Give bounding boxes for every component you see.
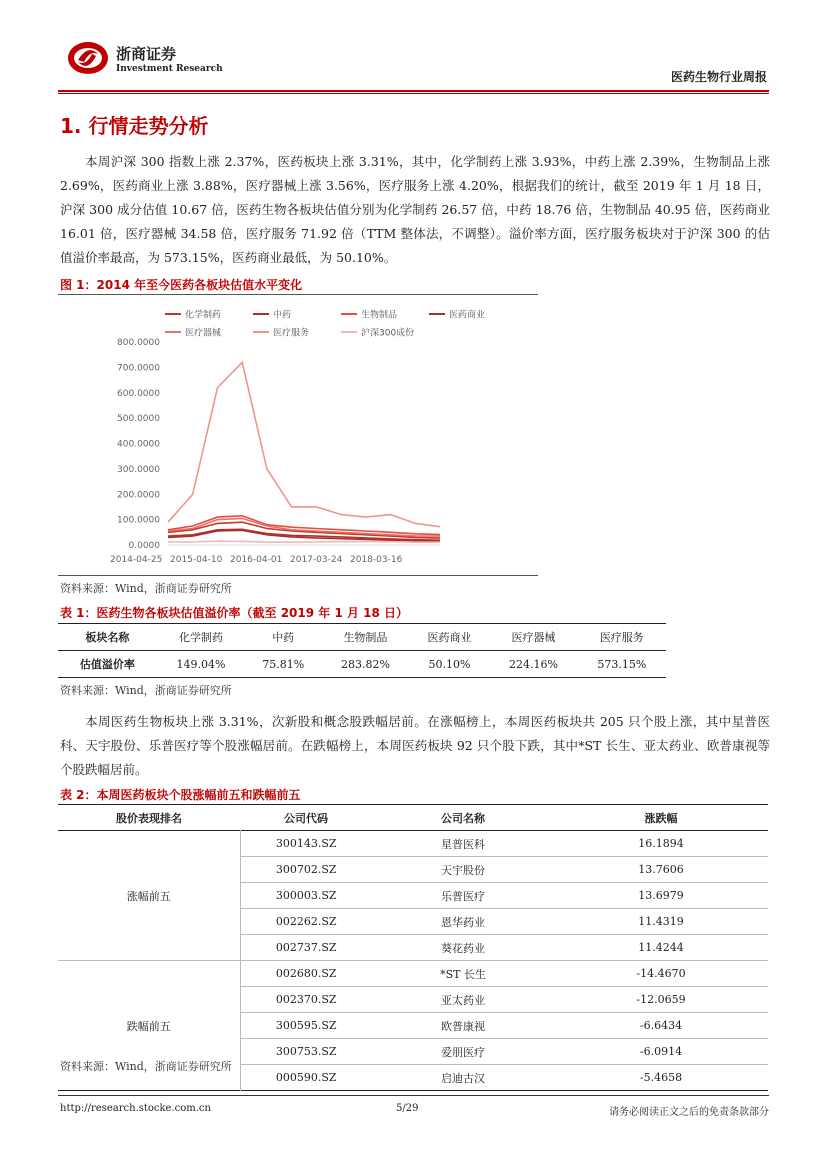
company-code: 002262.SZ: [275, 915, 337, 928]
change-pct: -12.0659: [636, 993, 686, 1006]
y-tick-label: 700.0000: [117, 363, 160, 374]
table1-header: 医药商业: [427, 631, 472, 644]
change-pct: 13.6979: [638, 889, 684, 902]
change-pct: -6.0914: [639, 1045, 683, 1058]
y-tick-label: 600.0000: [117, 388, 160, 399]
legend-label: 医药商业: [449, 310, 486, 321]
table2-header: 公司代码: [284, 811, 328, 825]
table1-header: 医疗服务: [599, 631, 644, 644]
legend-label: 医疗器械: [185, 328, 222, 339]
header-divider-thin: [58, 93, 769, 94]
table1-header: 板块名称: [85, 631, 130, 644]
company-name: 星普医科: [441, 837, 485, 851]
company-code: 300143.SZ: [275, 837, 337, 850]
company-name: 启迪古汉: [441, 1071, 485, 1085]
top-movers-table: [58, 804, 768, 1091]
y-tick-label: 200.0000: [117, 490, 160, 501]
series-line: [168, 362, 440, 526]
legend-label: 生物制品: [361, 310, 398, 321]
figure-caption-line: [58, 294, 538, 295]
company-code: 002737.SZ: [275, 941, 337, 954]
company-logo-icon: [66, 40, 110, 76]
table1-cell: 75.81%: [262, 657, 305, 671]
table1-source: 资料来源：Wind，浙商证券研究所: [60, 684, 232, 697]
table2-caption: 表 2：本周医药板块个股涨幅前五和跌幅前五: [60, 788, 301, 802]
report-title: 医药生物行业周报: [670, 70, 767, 84]
figure-caption: 图 1：2014 年至今医药各板块估值水平变化: [60, 278, 303, 292]
company-code: 002680.SZ: [275, 967, 337, 980]
change-pct: 13.7606: [638, 863, 684, 876]
change-pct: -14.4670: [636, 967, 686, 980]
page-number: 5/29: [396, 1103, 419, 1114]
y-tick-label: 300.0000: [117, 464, 160, 475]
footer-divider: [58, 1095, 769, 1096]
y-tick-label: 500.0000: [117, 414, 160, 425]
company-name: 乐普医疗: [441, 889, 485, 903]
table1-caption: 表 1：医药生物各板块估值溢价率（截至 2019 年 1 月 18 日）: [60, 606, 409, 620]
company-code: 300595.SZ: [275, 1019, 337, 1032]
table1-cell: 149.04%: [176, 657, 226, 671]
y-tick-label: 0.0000: [128, 541, 160, 551]
section-title: 1. 行情走势分析: [60, 114, 209, 138]
brand-subtitle: Investment Research: [116, 64, 223, 74]
table-row: [58, 831, 768, 857]
table1-cell: 283.82%: [340, 657, 390, 671]
company-code: 300702.SZ: [275, 863, 337, 876]
company-name: 恩华药业: [441, 915, 485, 929]
table2-source: 资料来源：Wind，浙商证券研究所: [60, 1060, 232, 1073]
legend-label: 中药: [273, 310, 292, 321]
x-tick-label: 2018-03-16: [350, 555, 403, 565]
company-code: 300753.SZ: [275, 1045, 337, 1058]
brand-name: 浙商证券: [116, 45, 177, 63]
valuation-line-chart: [110, 300, 486, 570]
y-tick-label: 100.0000: [117, 515, 160, 526]
figure-source: 资料来源：Wind，浙商证券研究所: [60, 582, 232, 595]
group-label: 跌幅前五: [58, 961, 240, 1091]
table1-cell: 50.10%: [428, 657, 471, 671]
change-pct: 11.4319: [638, 915, 684, 928]
legend-label: 沪深300成份: [361, 328, 415, 339]
header-divider: [58, 90, 769, 92]
change-pct: -5.4658: [639, 1071, 683, 1084]
table1-cell: 224.16%: [508, 657, 558, 671]
footer-disclaimer: 请务必阅读正文之后的免责条款部分: [609, 1107, 769, 1118]
x-tick-label: 2014-04-25: [110, 555, 163, 565]
figure-bottom-line: [58, 575, 538, 576]
company-name: 亚太药业: [441, 993, 485, 1007]
change-pct: 16.1894: [638, 837, 684, 850]
x-tick-label: 2016-04-01: [230, 555, 283, 565]
y-tick-label: 400.0000: [117, 439, 160, 450]
table1-header: 医疗器械: [511, 631, 556, 644]
footer-url[interactable]: http://research.stocke.com.cn: [60, 1103, 211, 1114]
x-tick-label: 2015-04-10: [170, 555, 223, 565]
company-code: 002370.SZ: [275, 993, 337, 1006]
change-pct: -6.6434: [639, 1019, 683, 1032]
table2-header: 公司名称: [441, 811, 485, 825]
table2-header: 涨跌幅: [644, 811, 678, 825]
x-tick-label: 2017-03-24: [290, 555, 343, 565]
valuation-premium-table: [58, 623, 666, 678]
group-label: 涨幅前五: [58, 831, 240, 961]
table-row: [58, 961, 768, 987]
company-name: 欧普康视: [441, 1019, 485, 1033]
paragraph-market: 本周沪深 300 指数上涨 2.37%，医药板块上涨 3.31%，其中，化学制药上涨 3.93%，中药上涨 2.39%，生物制品上涨 2.69%，医药商业上涨 3.88%，医疗器械上涨 3.56%，医疗服务上涨 4.20%，根据我们的统计，截至 2019 年 1 月 18 日，沪深 300 成分估值 10.67 倍，医药生物各板块估值分别为化学制药 26.57 倍，中药 18.76 倍，生物制品 40.95 倍，医药商业 16.01 倍，医疗器械 34.58 倍，医疗服务 71.92 倍（TTM 整体法，不调整）。溢价率方面，医疗服务板块对于沪深 300 的估值溢价率最高，为 573.15%，医药商业最低，为 50.10%。: [60, 154, 770, 265]
change-pct: 11.4244: [638, 941, 684, 954]
company-code: 000590.SZ: [275, 1071, 337, 1084]
company-name: *ST 长生: [440, 967, 486, 981]
table1-header: 生物制品: [343, 631, 388, 644]
legend-label: 医疗服务: [273, 328, 310, 339]
y-tick-label: 800.0000: [117, 338, 160, 348]
table1-header: 中药: [272, 631, 295, 644]
legend-label: 化学制药: [185, 310, 222, 321]
table1-header: 化学制药: [178, 631, 223, 644]
company-name: 爱朋医疗: [441, 1045, 485, 1059]
table1-cell: 573.15%: [597, 657, 647, 671]
company-name: 天宇股份: [441, 863, 485, 877]
company-name: 葵花药业: [441, 941, 485, 955]
table2-header: 股价表现排名: [116, 811, 182, 825]
company-code: 300003.SZ: [275, 889, 337, 902]
paragraph-movers: 本周医药生物板块上涨 3.31%，次新股和概念股跌幅居前。在涨幅榜上，本周医药板块共 205 只个股上涨，其中星普医科、天宇股份、乐普医疗等个股涨幅居前。在跌幅榜上，本周医药板块 92 只个股下跌，其中*ST 长生、亚太药业、欧普康视等个股跌幅居前。: [60, 714, 770, 777]
series-line: [168, 541, 440, 542]
table1-row-label: 估值溢价率: [79, 658, 135, 671]
